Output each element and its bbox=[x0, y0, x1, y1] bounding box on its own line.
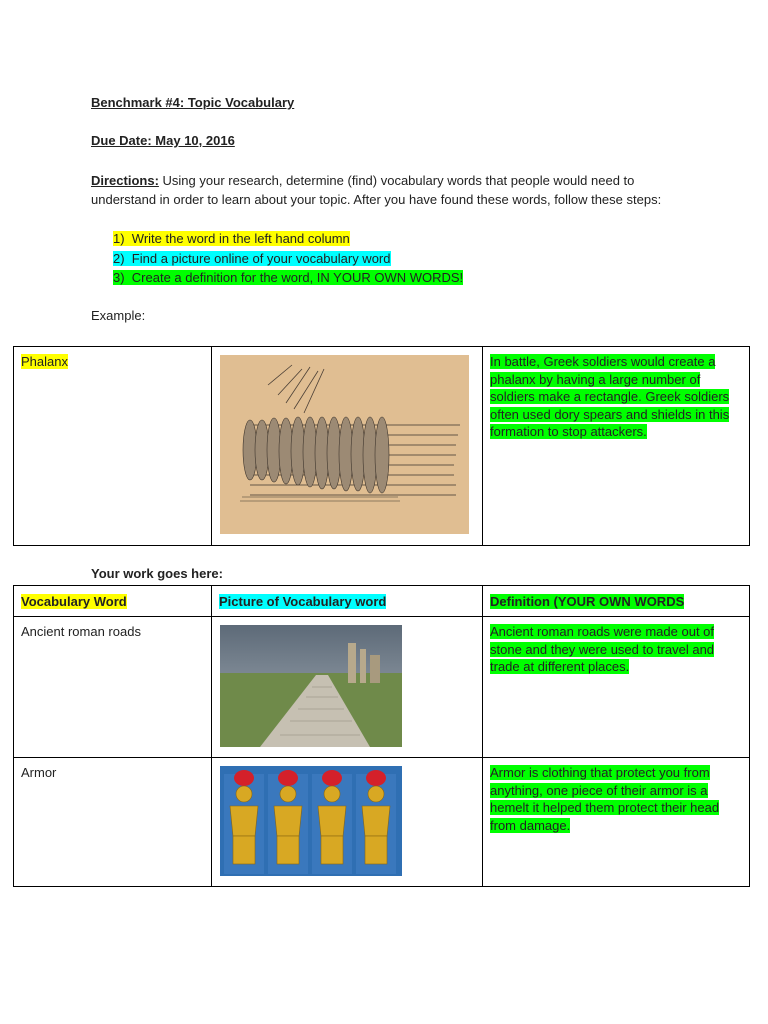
steps-list bbox=[113, 229, 463, 288]
document-title: Benchmark #4: Topic Vocabulary bbox=[91, 95, 295, 110]
example-definition: In battle, Greek soldiers would create a phalanx by having a large number of soldiers make a rectangle. Greek soldiers often used dory spears and shields in this formation to stop attackers. bbox=[490, 354, 730, 439]
table-row bbox=[14, 758, 750, 887]
step-item: 1) Write the word in the left hand column bbox=[113, 231, 350, 246]
example-word: Phalanx bbox=[21, 354, 68, 369]
header-word: Vocabulary Word bbox=[14, 586, 212, 617]
directions-text: Using your research, determine (find) vocabulary words that people would need to understand in order to learn about your topic. After you have found these words, follow these steps: bbox=[91, 173, 662, 207]
definition-cell bbox=[483, 617, 750, 758]
example-definition-cell bbox=[483, 347, 750, 546]
work-label: Your work goes here: bbox=[91, 566, 223, 581]
vocab-definition: Armor is clothing that protect you from anything, one piece of their armor is a hemelt it helped them protect their head from damage. bbox=[490, 765, 720, 833]
step-item: 2) Find a picture online of your vocabulary word bbox=[113, 250, 391, 266]
roman-road-image bbox=[220, 625, 402, 747]
table-row bbox=[14, 617, 750, 758]
example-label: Example: bbox=[91, 308, 146, 323]
example-word-cell bbox=[14, 347, 212, 546]
word-cell bbox=[14, 617, 212, 758]
vocab-word: Ancient roman roads bbox=[21, 624, 141, 639]
vocab-word: Armor bbox=[21, 765, 57, 780]
example-table bbox=[13, 346, 750, 546]
picture-cell bbox=[212, 617, 483, 758]
word-cell bbox=[14, 758, 212, 887]
picture-cell bbox=[212, 758, 483, 887]
table-row bbox=[14, 347, 750, 546]
due-date: Due Date: May 10, 2016 bbox=[91, 133, 235, 148]
example-picture-cell bbox=[212, 347, 483, 546]
armor-image bbox=[220, 766, 402, 876]
step-item: 3) Create a definition for the word, IN YOUR OWN WORDS! bbox=[113, 270, 464, 285]
work-table bbox=[13, 585, 750, 887]
table-header-row bbox=[14, 586, 750, 617]
vocab-definition: Ancient roman roads were made out of stone and they were used to travel and trade at different places. bbox=[490, 624, 715, 674]
directions-paragraph bbox=[91, 172, 681, 209]
header-picture: Picture of Vocabulary word bbox=[212, 586, 483, 617]
directions-label: Directions: bbox=[91, 173, 159, 188]
definition-cell bbox=[483, 758, 750, 887]
phalanx-image bbox=[220, 355, 469, 534]
header-definition: Definition (YOUR OWN WORDS bbox=[483, 586, 750, 617]
